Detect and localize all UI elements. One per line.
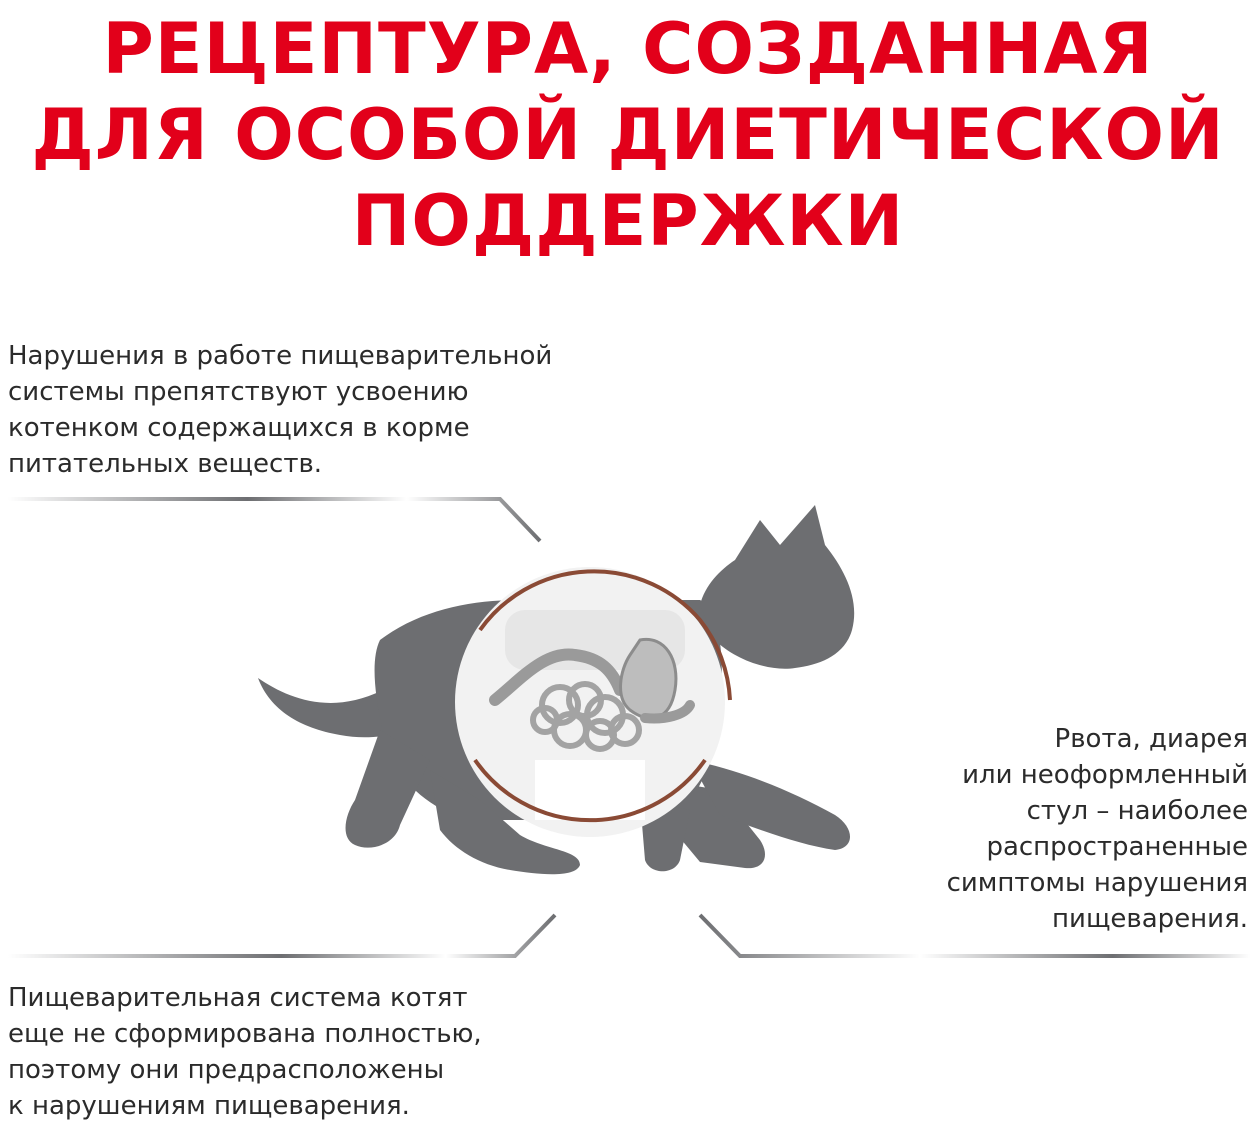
connector-bottom-left xyxy=(8,915,555,956)
headline-line-1: РЕЦЕПТУРА, СОЗДАННАЯ xyxy=(102,8,1154,90)
headline-line-2: ДЛЯ ОСОБОЙ ДИЕТИЧЕСКОЙ xyxy=(31,94,1225,176)
callout-line: поэтому они предрасположены xyxy=(8,1055,445,1085)
callout-line: Нарушения в работе пищеварительной xyxy=(8,341,553,371)
connector-top-left xyxy=(8,499,540,541)
callout-line: Пищеварительная система котят xyxy=(8,983,468,1013)
callout-line: симптомы нарушения xyxy=(946,868,1248,898)
headline-line-3: ПОДДЕРЖКИ xyxy=(351,180,905,262)
callout-line: питательных веществ. xyxy=(8,449,323,479)
connector-right xyxy=(700,915,1250,956)
callout-line: системы препятствуют усвоению xyxy=(8,377,469,407)
callout-line: распространенные xyxy=(986,832,1248,862)
callout-line: еще не сформирована полностью, xyxy=(8,1019,482,1049)
callout-line: или неоформленный xyxy=(962,760,1248,790)
callout-line: к нарушениям пищеварения. xyxy=(8,1091,410,1121)
callout-line: стул – наиболее xyxy=(1026,796,1248,826)
callout-line: Рвота, диарея xyxy=(1054,724,1248,754)
callout-line: пищеварения. xyxy=(1052,904,1248,934)
callout-line: котенком содержащихся в корме xyxy=(8,413,470,443)
